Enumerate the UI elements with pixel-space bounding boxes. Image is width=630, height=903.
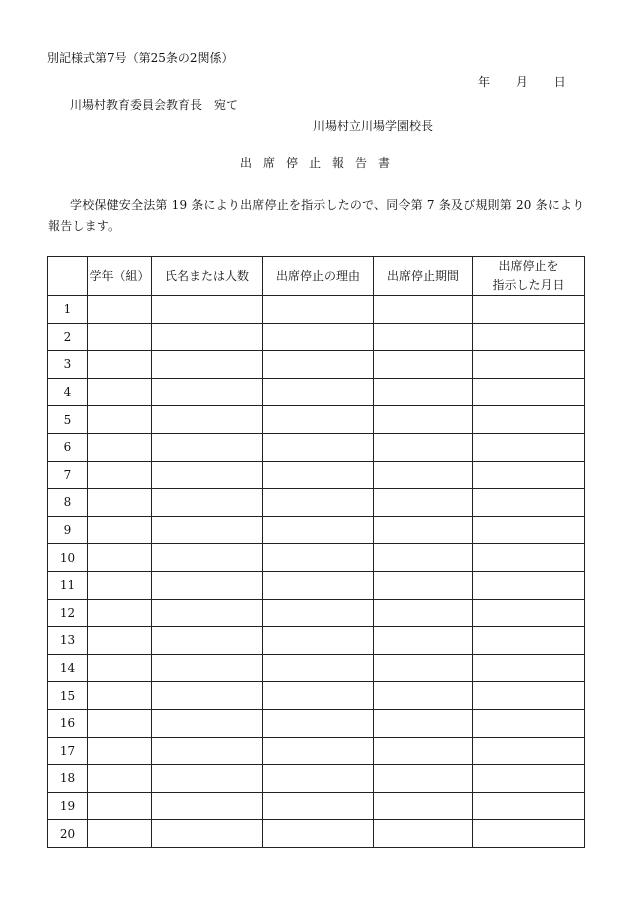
- name-cell[interactable]: [152, 599, 263, 627]
- form-number: 別記様式第7号（第25条の2関係）: [47, 51, 234, 65]
- period-cell[interactable]: [374, 296, 473, 324]
- table-row: [48, 323, 585, 351]
- reason-cell[interactable]: [263, 654, 374, 682]
- reason-cell[interactable]: [263, 489, 374, 517]
- name-cell[interactable]: [152, 737, 263, 765]
- period-cell[interactable]: [374, 682, 473, 710]
- date-cell[interactable]: [473, 627, 585, 655]
- row-number: 15: [48, 682, 88, 710]
- name-cell[interactable]: [152, 433, 263, 461]
- table-row: [48, 599, 585, 627]
- table-row: [48, 654, 585, 682]
- grade-cell[interactable]: [88, 792, 152, 820]
- grade-cell[interactable]: [88, 820, 152, 848]
- row-number: 1: [48, 296, 88, 324]
- name-cell[interactable]: [152, 516, 263, 544]
- date-cell[interactable]: [473, 599, 585, 627]
- reason-cell[interactable]: [263, 461, 374, 489]
- grade-cell[interactable]: [88, 406, 152, 434]
- name-cell[interactable]: [152, 792, 263, 820]
- date-cell[interactable]: [473, 489, 585, 517]
- table-row: [48, 682, 585, 710]
- column-header-date-line1: 出席停止を: [498, 259, 559, 273]
- period-cell[interactable]: [374, 709, 473, 737]
- document-title: 出席停止報告書: [240, 156, 402, 170]
- grade-cell[interactable]: [88, 296, 152, 324]
- date-cell[interactable]: [473, 654, 585, 682]
- date-cell[interactable]: [473, 351, 585, 379]
- reason-cell[interactable]: [263, 296, 374, 324]
- row-number: 10: [48, 544, 88, 572]
- grade-cell[interactable]: [88, 323, 152, 351]
- row-number: 4: [48, 378, 88, 406]
- row-number: 19: [48, 792, 88, 820]
- grade-cell[interactable]: [88, 765, 152, 793]
- period-cell[interactable]: [374, 461, 473, 489]
- reason-cell[interactable]: [263, 627, 374, 655]
- grade-cell[interactable]: [88, 544, 152, 572]
- table-row: [48, 516, 585, 544]
- grade-cell[interactable]: [88, 378, 152, 406]
- row-number: 11: [48, 571, 88, 599]
- column-header-name: 氏名または人数: [152, 257, 263, 296]
- period-cell[interactable]: [374, 516, 473, 544]
- grade-cell[interactable]: [88, 489, 152, 517]
- grade-cell[interactable]: [88, 709, 152, 737]
- grade-cell[interactable]: [88, 571, 152, 599]
- period-cell[interactable]: [374, 571, 473, 599]
- reason-cell[interactable]: [263, 406, 374, 434]
- date-cell[interactable]: [473, 323, 585, 351]
- reason-cell[interactable]: [263, 599, 374, 627]
- date-cell[interactable]: [473, 544, 585, 572]
- name-cell[interactable]: [152, 489, 263, 517]
- date-cell[interactable]: [473, 820, 585, 848]
- name-cell[interactable]: [152, 544, 263, 572]
- row-number: 2: [48, 323, 88, 351]
- period-cell[interactable]: [374, 654, 473, 682]
- date-cell[interactable]: [473, 378, 585, 406]
- column-header-period: 出席停止期間: [374, 257, 473, 296]
- table-row: [48, 296, 585, 324]
- table-row: [48, 433, 585, 461]
- date-year-label: 年: [478, 75, 491, 89]
- period-cell[interactable]: [374, 378, 473, 406]
- name-cell[interactable]: [152, 820, 263, 848]
- grade-cell[interactable]: [88, 654, 152, 682]
- row-number: 18: [48, 765, 88, 793]
- period-cell[interactable]: [374, 406, 473, 434]
- table-row: [48, 544, 585, 572]
- date-cell[interactable]: [473, 461, 585, 489]
- table-row: [48, 571, 585, 599]
- column-header-reason: 出席停止の理由: [263, 257, 374, 296]
- reason-cell[interactable]: [263, 709, 374, 737]
- date-cell[interactable]: [473, 406, 585, 434]
- table-row: [48, 351, 585, 379]
- name-cell[interactable]: [152, 709, 263, 737]
- table-row: [48, 627, 585, 655]
- body-text: 学校保健安全法第 19 条により出席停止を指示したので、同令第 7 条及び規則第 20 条により報告します。: [48, 198, 585, 233]
- row-number: 20: [48, 820, 88, 848]
- date-line: [478, 73, 566, 90]
- date-cell[interactable]: [473, 516, 585, 544]
- grade-cell[interactable]: [88, 599, 152, 627]
- table-row: [48, 765, 585, 793]
- row-number: 16: [48, 709, 88, 737]
- date-cell[interactable]: [473, 737, 585, 765]
- reason-cell[interactable]: [263, 351, 374, 379]
- reason-cell[interactable]: [263, 571, 374, 599]
- date-cell[interactable]: [473, 682, 585, 710]
- period-cell[interactable]: [374, 544, 473, 572]
- row-number: 7: [48, 461, 88, 489]
- reason-cell[interactable]: [263, 544, 374, 572]
- column-header-date-line2: 指示した月日: [492, 278, 565, 292]
- reason-cell[interactable]: [263, 820, 374, 848]
- reason-cell[interactable]: [263, 765, 374, 793]
- name-cell[interactable]: [152, 351, 263, 379]
- name-cell[interactable]: [152, 296, 263, 324]
- name-cell[interactable]: [152, 461, 263, 489]
- row-number: 3: [48, 351, 88, 379]
- date-cell[interactable]: [473, 296, 585, 324]
- name-cell[interactable]: [152, 765, 263, 793]
- grade-cell[interactable]: [88, 627, 152, 655]
- reason-cell[interactable]: [263, 682, 374, 710]
- table-row: [48, 820, 585, 848]
- table-row: [48, 489, 585, 517]
- reason-cell[interactable]: [263, 433, 374, 461]
- table-row: [48, 709, 585, 737]
- period-cell[interactable]: [374, 599, 473, 627]
- period-cell[interactable]: [374, 433, 473, 461]
- period-cell[interactable]: [374, 351, 473, 379]
- date-cell[interactable]: [473, 765, 585, 793]
- row-number: 8: [48, 489, 88, 517]
- row-number: 14: [48, 654, 88, 682]
- grade-cell[interactable]: [88, 516, 152, 544]
- report-table: [47, 256, 585, 848]
- period-cell[interactable]: [374, 792, 473, 820]
- date-cell[interactable]: [473, 792, 585, 820]
- table-body: [48, 296, 585, 848]
- table-row: [48, 406, 585, 434]
- table-header-row: [48, 257, 585, 296]
- table-row: [48, 378, 585, 406]
- grade-cell[interactable]: [88, 737, 152, 765]
- name-cell[interactable]: [152, 654, 263, 682]
- row-number: 6: [48, 433, 88, 461]
- column-header-number: [48, 257, 88, 296]
- sender: 川場村立川場学園校長: [313, 119, 434, 133]
- grade-cell[interactable]: [88, 351, 152, 379]
- row-number: 17: [48, 737, 88, 765]
- period-cell[interactable]: [374, 627, 473, 655]
- row-number: 12: [48, 599, 88, 627]
- reason-cell[interactable]: [263, 737, 374, 765]
- row-number: 9: [48, 516, 88, 544]
- period-cell[interactable]: [374, 323, 473, 351]
- row-number: 5: [48, 406, 88, 434]
- grade-cell[interactable]: [88, 682, 152, 710]
- addressee: 川場村教育委員会教育長 宛て: [70, 98, 239, 112]
- column-header-date: [473, 257, 585, 296]
- row-number: 13: [48, 627, 88, 655]
- grade-cell[interactable]: [88, 433, 152, 461]
- date-cell[interactable]: [473, 709, 585, 737]
- name-cell[interactable]: [152, 627, 263, 655]
- date-day-label: 日: [553, 75, 566, 89]
- table-row: [48, 792, 585, 820]
- reason-cell[interactable]: [263, 378, 374, 406]
- date-cell[interactable]: [473, 571, 585, 599]
- reason-cell[interactable]: [263, 792, 374, 820]
- name-cell[interactable]: [152, 323, 263, 351]
- period-cell[interactable]: [374, 489, 473, 517]
- name-cell[interactable]: [152, 571, 263, 599]
- reason-cell[interactable]: [263, 323, 374, 351]
- period-cell[interactable]: [374, 765, 473, 793]
- reason-cell[interactable]: [263, 516, 374, 544]
- grade-cell[interactable]: [88, 461, 152, 489]
- date-cell[interactable]: [473, 433, 585, 461]
- table-row: [48, 737, 585, 765]
- date-month-label: 月: [515, 75, 528, 89]
- column-header-grade: 学年（組）: [88, 257, 152, 296]
- name-cell[interactable]: [152, 406, 263, 434]
- name-cell[interactable]: [152, 378, 263, 406]
- table-row: [48, 461, 585, 489]
- period-cell[interactable]: [374, 820, 473, 848]
- name-cell[interactable]: [152, 682, 263, 710]
- period-cell[interactable]: [374, 737, 473, 765]
